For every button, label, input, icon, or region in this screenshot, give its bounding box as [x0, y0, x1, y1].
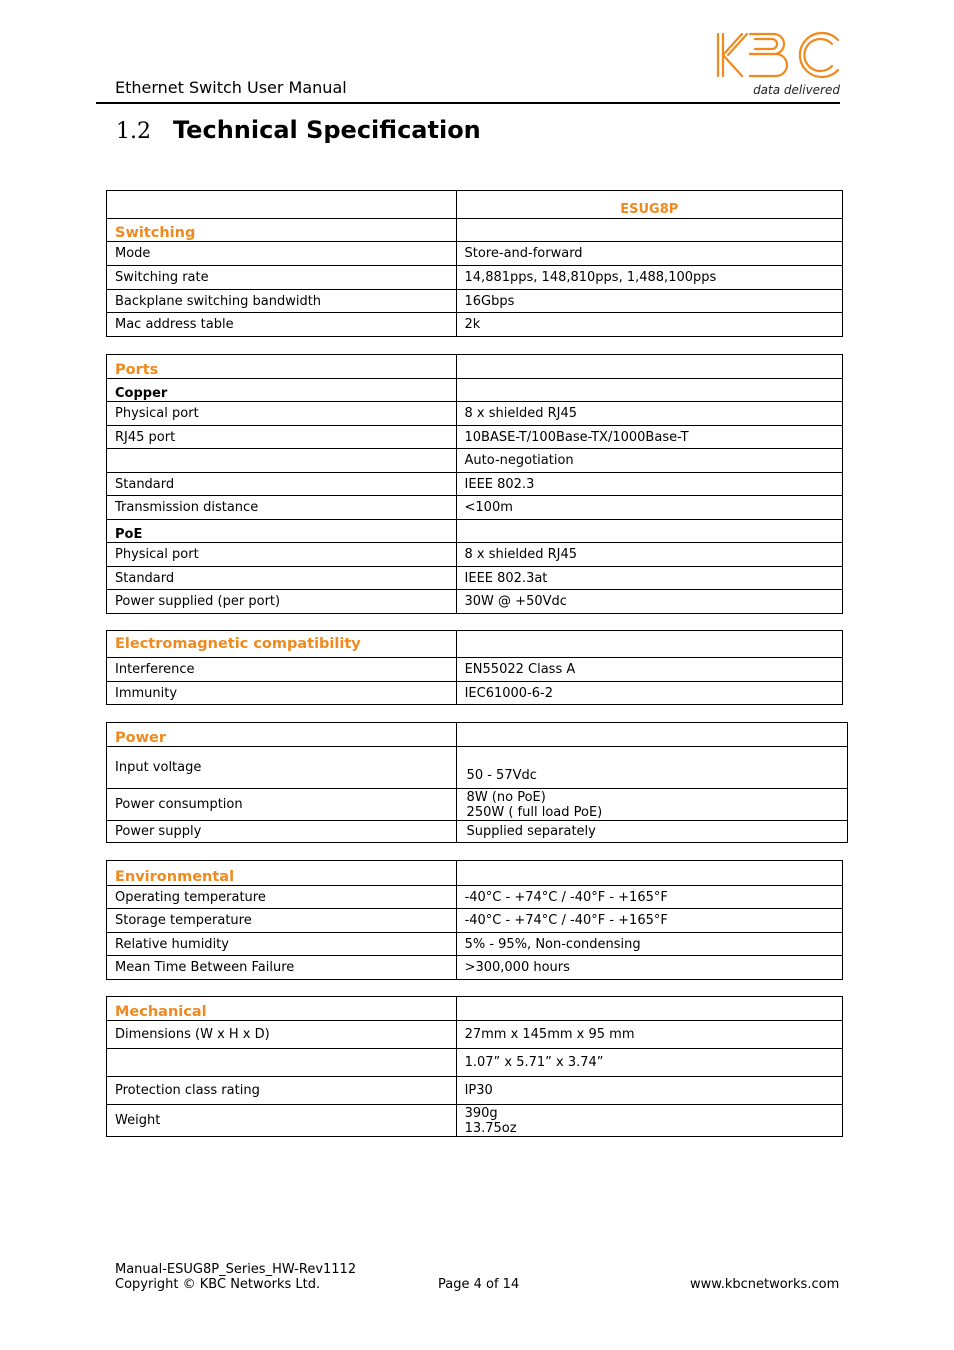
row-value: 16Gbps	[456, 290, 842, 313]
row-label: Physical port	[107, 402, 457, 426]
row-label: Mac address table	[107, 313, 457, 337]
row-label: Backplane switching bandwidth	[107, 290, 457, 313]
table-row	[107, 658, 843, 682]
table-row	[107, 886, 843, 909]
row-label: RJ45 port	[107, 426, 457, 449]
row-value: 8 x shielded RJ45	[456, 402, 842, 426]
table-row	[107, 313, 843, 337]
value-line: 13.75oz	[464, 1121, 517, 1136]
row-value: IEEE 802.3	[456, 473, 842, 496]
table-row	[107, 473, 843, 496]
environmental-header: Environmental	[107, 861, 457, 886]
footer-left	[115, 1262, 356, 1292]
table-row	[107, 821, 848, 843]
power-table	[106, 722, 848, 843]
row-label	[107, 449, 457, 473]
table-row	[107, 1021, 843, 1049]
row-label: Transmission distance	[107, 496, 457, 520]
row-label: Interference	[107, 658, 457, 682]
row-value	[456, 789, 847, 821]
row-value: 8 x shielded RJ45	[456, 543, 842, 567]
section-title: Technical Specification	[173, 116, 481, 144]
table-row	[107, 590, 843, 614]
row-value: IEC61000-6-2	[456, 682, 842, 705]
document-title: Ethernet Switch User Manual	[115, 78, 347, 97]
table-row	[107, 1077, 843, 1105]
poe-subheader: PoE	[107, 520, 457, 543]
mechanical-table	[106, 996, 843, 1137]
value-line: 390g	[464, 1106, 498, 1121]
ports-header: Ports	[107, 355, 457, 379]
environmental-table	[106, 860, 843, 980]
empty-cell	[456, 723, 847, 747]
row-value: Supplied separately	[456, 821, 847, 843]
empty-cell	[107, 191, 457, 219]
table-row	[107, 1105, 843, 1137]
row-label: Mode	[107, 242, 457, 266]
emc-table	[106, 630, 843, 705]
logo-tagline: data delivered	[753, 83, 840, 97]
table-row	[107, 290, 843, 313]
row-label: Standard	[107, 567, 457, 590]
ports-table	[106, 354, 843, 614]
row-value	[456, 1105, 842, 1137]
table-row	[107, 567, 843, 590]
footer-copyright: Copyright © KBC Networks Ltd.	[115, 1277, 321, 1292]
row-value: Auto-negotiation	[456, 449, 842, 473]
switching-header: Switching	[107, 219, 457, 242]
footer-doc-id: Manual-ESUG8P_Series_HW-Rev1112	[115, 1262, 357, 1277]
row-value: EN55022 Class A	[456, 658, 842, 682]
table-row	[107, 426, 843, 449]
table-row	[107, 682, 843, 705]
row-value: >300,000 hours	[456, 956, 842, 980]
row-label: Input voltage	[107, 747, 457, 789]
row-label: Storage temperature	[107, 909, 457, 933]
empty-cell	[456, 520, 842, 543]
row-label: Operating temperature	[107, 886, 457, 909]
row-value: 14,881pps, 148,810pps, 1,488,100pps	[456, 266, 842, 290]
row-label: Relative humidity	[107, 933, 457, 956]
row-label: Power consumption	[107, 789, 457, 821]
table-row	[107, 266, 843, 290]
table-row	[107, 496, 843, 520]
table-row	[107, 789, 848, 821]
footer-page-number: Page 4 of 14	[438, 1277, 520, 1292]
header-divider	[96, 102, 840, 104]
row-value: -40°C - +74°C / -40°F - +165°F	[456, 886, 842, 909]
empty-cell	[456, 355, 842, 379]
row-value: 1.07” x 5.71” x 3.74”	[456, 1049, 842, 1077]
row-value: <100m	[456, 496, 842, 520]
power-header: Power	[107, 723, 457, 747]
value-line: 8W (no PoE)	[466, 790, 546, 805]
section-heading	[116, 116, 481, 144]
table-row	[107, 449, 843, 473]
footer-website: www.kbcnetworks.com	[690, 1277, 840, 1292]
row-label: Dimensions (W x H x D)	[107, 1021, 457, 1049]
empty-cell	[456, 997, 842, 1021]
switching-table	[106, 190, 843, 337]
value-line: 250W ( full load PoE)	[466, 805, 603, 820]
row-label: Mean Time Between Failure	[107, 956, 457, 980]
model-name: ESUG8P	[456, 191, 842, 219]
empty-cell	[456, 379, 842, 402]
empty-cell	[456, 861, 842, 886]
table-row	[107, 402, 843, 426]
row-label: Protection class rating	[107, 1077, 457, 1105]
row-value: 50 - 57Vdc	[456, 747, 847, 789]
row-label: Physical port	[107, 543, 457, 567]
row-label: Standard	[107, 473, 457, 496]
mechanical-header: Mechanical	[107, 997, 457, 1021]
table-row	[107, 909, 843, 933]
row-label	[107, 1049, 457, 1077]
row-value: 2k	[456, 313, 842, 337]
row-value: Store-and-forward	[456, 242, 842, 266]
empty-cell	[456, 631, 842, 658]
row-value: -40°C - +74°C / -40°F - +165°F	[456, 909, 842, 933]
row-value: 30W @ +50Vdc	[456, 590, 842, 614]
table-row	[107, 747, 848, 789]
row-value: 5% - 95%, Non-condensing	[456, 933, 842, 956]
row-label: Power supply	[107, 821, 457, 843]
row-value: IEEE 802.3at	[456, 567, 842, 590]
table-row	[107, 242, 843, 266]
copper-subheader: Copper	[107, 379, 457, 402]
section-number: 1.2	[116, 119, 151, 144]
row-label: Immunity	[107, 682, 457, 705]
row-value: 10BASE-T/100Base-TX/1000Base-T	[456, 426, 842, 449]
emc-header: Electromagnetic compatibility	[107, 631, 457, 658]
row-label: Switching rate	[107, 266, 457, 290]
table-row	[107, 1049, 843, 1077]
row-value: 27mm x 145mm x 95 mm	[456, 1021, 842, 1049]
row-label: Power supplied (per port)	[107, 590, 457, 614]
table-row	[107, 543, 843, 567]
table-row	[107, 933, 843, 956]
table-row	[107, 956, 843, 980]
row-value: IP30	[456, 1077, 842, 1105]
empty-cell	[456, 219, 842, 242]
row-label: Weight	[107, 1105, 457, 1137]
